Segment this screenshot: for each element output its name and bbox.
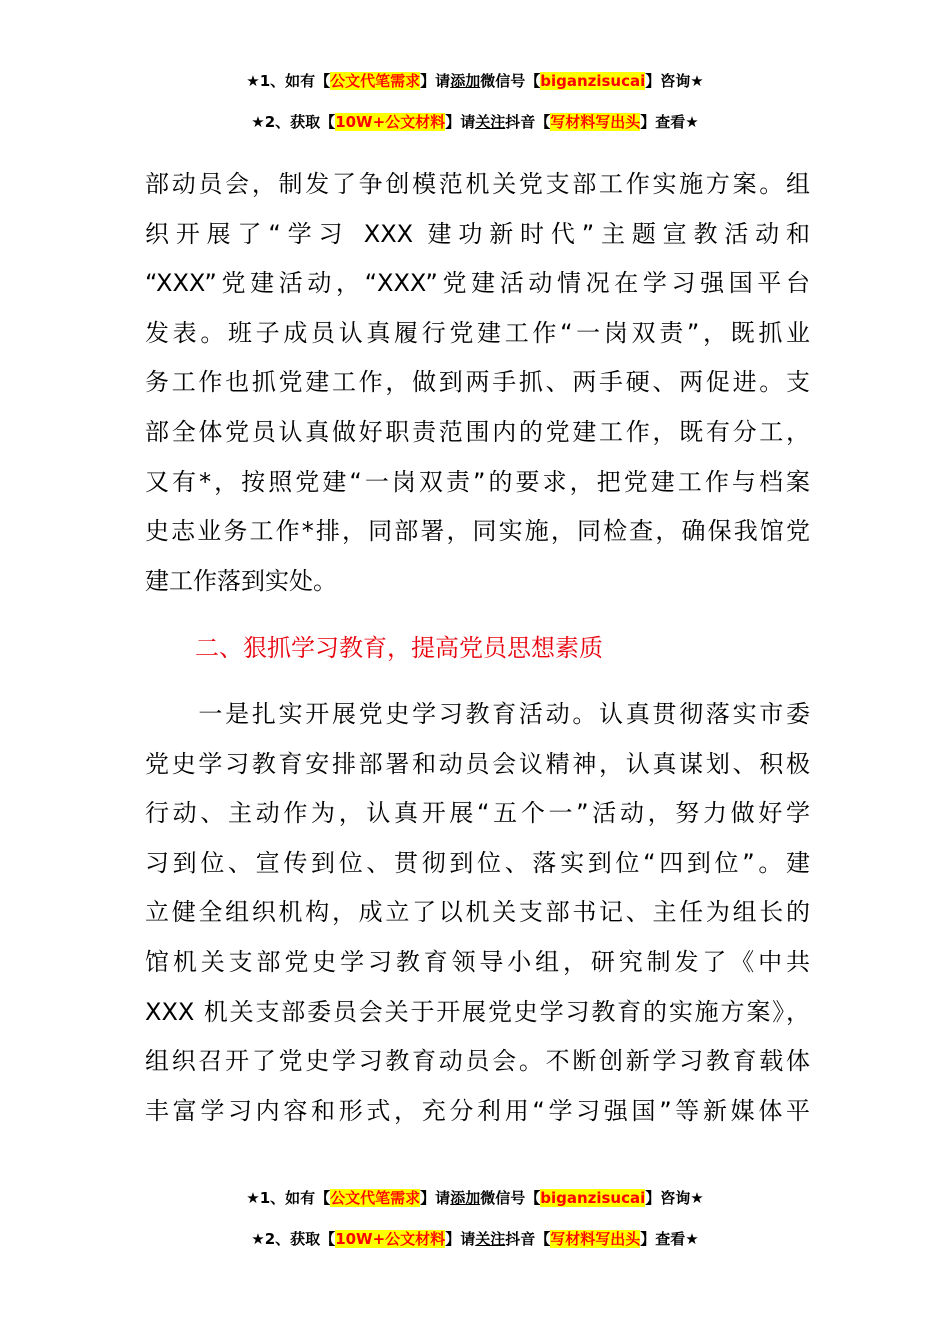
banner-text: ★1、如有【 <box>246 1189 331 1207</box>
banner-text: 抖音【 <box>505 1230 551 1248</box>
paragraph-line: XXX 机关支部委员会关于开展党史学习教育的实施方案》， <box>145 997 810 1026</box>
footer-banner-line-1 <box>0 1188 950 1208</box>
banner-text: 】查看★ <box>640 113 699 131</box>
banner-text: 】请 <box>445 113 476 131</box>
banner-text: 】查看★ <box>640 1230 699 1248</box>
banner-highlight: 公文代笔需求 <box>330 72 421 90</box>
paragraph-line: 馆机关支部党史学习教育领导小组，研究制发了《中共 <box>145 947 810 976</box>
paragraph-line: 建工作落到实处。 <box>145 566 337 595</box>
banner-text: ★1、如有【 <box>246 72 331 90</box>
paragraph-line: 部全体党员认真做好职责范围内的党建工作，既有分工， <box>145 417 810 446</box>
banner-underline: 添加 <box>450 1189 481 1207</box>
paragraph-line: 史志业务工作*排，同部署，同实施，同检查，确保我馆党 <box>145 517 810 546</box>
paragraph-1 <box>145 160 810 606</box>
paragraph-line: 丰富学习内容和形式，充分利用“学习强国”等新媒体平 <box>145 1096 810 1125</box>
paragraph-line: 又有*，按照党建“一岗双责”的要求，把党建工作与档案 <box>145 467 810 496</box>
banner-underline: 添加 <box>450 72 481 90</box>
banner-underline: 关注 <box>475 113 506 131</box>
header-banner-line-2 <box>0 112 950 132</box>
paragraph-2 <box>145 690 810 1136</box>
banner-text: ★2、获取【 <box>251 113 336 131</box>
paragraph-line: 发表。班子成员认真履行党建工作“一岗双责”，既抓业 <box>145 318 810 347</box>
paragraph-line: 组织召开了党史学习教育动员会。不断创新学习教育载体 <box>145 1047 810 1076</box>
banner-text: 】咨询★ <box>645 1189 704 1207</box>
paragraph-line: 织开展了“学习 XXX 建功新时代”主题宣教活动和 <box>145 219 810 248</box>
banner-text: 】请 <box>445 1230 476 1248</box>
banner-text: 抖音【 <box>505 113 551 131</box>
paragraph-line: 行动、主动作为，认真开展“五个一”活动，努力做好学 <box>145 799 810 828</box>
banner-text: ★2、获取【 <box>251 1230 336 1248</box>
banner-text: 】咨询★ <box>645 72 704 90</box>
paragraph-line: 一是扎实开展党史学习教育活动。认真贯彻落实市委 <box>145 700 810 728</box>
banner-highlight: biganzisucai <box>540 72 646 90</box>
paragraph-line: 立健全组织机构，成立了以机关支部书记、主任为组长的 <box>145 898 810 927</box>
banner-highlight: 公文代笔需求 <box>330 1189 421 1207</box>
paragraph-line: 部动员会，制发了争创模范机关党支部工作实施方案。组 <box>145 170 810 198</box>
paragraph-line: 习到位、宣传到位、贯彻到位、落实到位“四到位”。建 <box>145 848 810 877</box>
section-heading: 二、狠抓学习教育，提高党员思想素质 <box>195 634 603 662</box>
banner-highlight: 10W+公文材料 <box>335 113 446 131</box>
banner-highlight: biganzisucai <box>540 1189 646 1207</box>
banner-highlight: 写材料写出头 <box>550 113 641 131</box>
footer-banner-line-2 <box>0 1229 950 1249</box>
banner-underline: 关注 <box>475 1230 506 1248</box>
header-banner-line-1 <box>0 71 950 91</box>
paragraph-line: “XXX”党建活动，“XXX”党建活动情况在学习强国平台 <box>145 269 810 298</box>
banner-highlight: 10W+公文材料 <box>335 1230 446 1248</box>
banner-highlight: 写材料写出头 <box>550 1230 641 1248</box>
banner-text: 】请 <box>420 1189 451 1207</box>
banner-text: 微信号【 <box>480 1189 541 1207</box>
banner-text: 微信号【 <box>480 72 541 90</box>
banner-text: 】请 <box>420 72 451 90</box>
paragraph-line: 党史学习教育安排部署和动员会议精神，认真谋划、积极 <box>145 749 810 778</box>
paragraph-line: 务工作也抓党建工作，做到两手抓、两手硬、两促进。支 <box>145 368 810 397</box>
